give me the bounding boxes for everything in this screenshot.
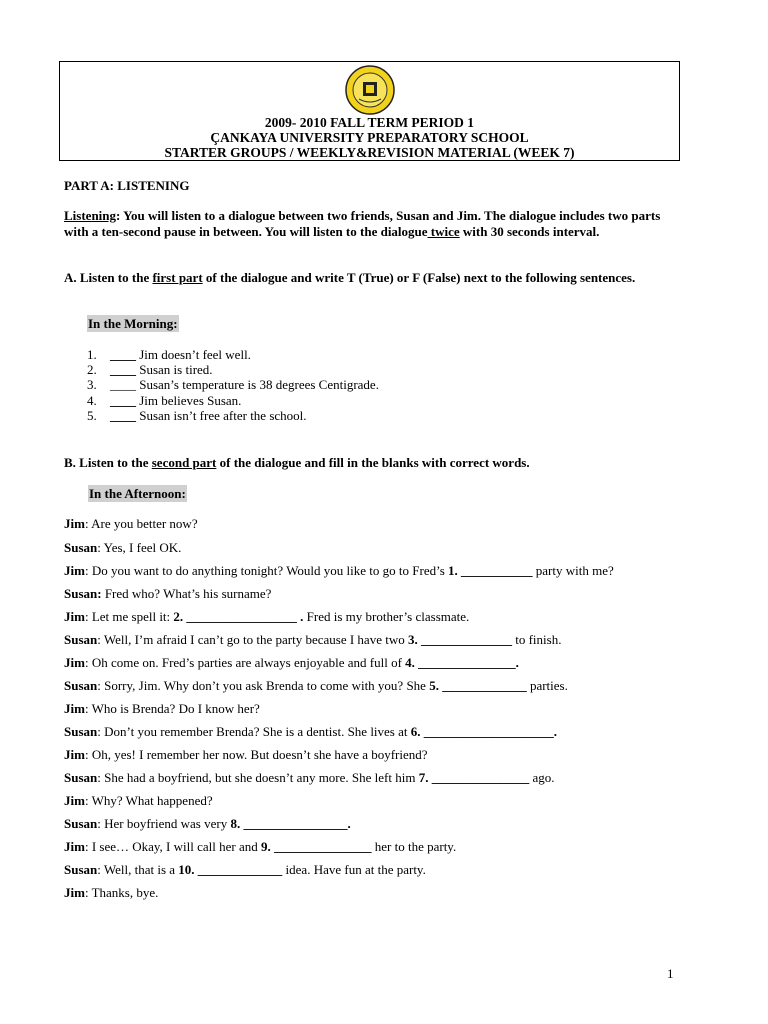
listening-intro: [64, 208, 674, 239]
fill-blank[interactable]: 6. ____________________.: [410, 724, 557, 739]
line-text: : Who is Brenda? Do I know her?: [84, 701, 260, 716]
dialogue-line: [64, 885, 158, 900]
dialogue-line: [64, 632, 561, 647]
speaker: Susan:: [64, 586, 102, 601]
task-a-suffix: of the dialogue and write T (True) or F (False) next to the following sentences.: [202, 270, 636, 285]
intro-text-1: : You will listen to a dialogue between two friends, Susan and Jim. The dialogue includes two parts with a ten-second pause in between. You will listen to the dialogue: [64, 208, 661, 239]
fill-blank[interactable]: 5. _____________: [429, 678, 527, 693]
tf-item-number: 5.: [87, 408, 97, 423]
line-text: : Yes, I feel OK.: [97, 540, 182, 555]
university-logo: [344, 65, 396, 115]
listening-label: Listening: [64, 208, 117, 223]
line-text: : Sorry, Jim. Why don’t you ask Brenda to come with you? She: [97, 678, 430, 693]
line-text: : Let me spell it:: [84, 609, 174, 624]
line-text: : Well, I’m afraid I can’t go to the party because I have two: [97, 632, 408, 647]
header-line-1: 2009- 2010 FALL TERM PERIOD 1: [264, 115, 475, 130]
tf-text: Susan isn’t free after the school.: [136, 408, 307, 423]
speaker: Jim: [64, 747, 85, 762]
speaker: Susan: [64, 862, 98, 877]
dialogue-line: [64, 816, 351, 831]
tf-item-number: 4.: [87, 393, 97, 408]
afternoon-heading-text: In the Afternoon:: [89, 486, 186, 501]
tf-item: [110, 362, 213, 378]
speaker: Jim: [64, 793, 85, 808]
task-a-underlined: first part: [152, 270, 203, 285]
tf-item: [110, 347, 251, 363]
dialogue-line: [64, 678, 568, 693]
line-text: : Oh come on. Fred’s parties are always enjoyable and full of: [84, 655, 406, 670]
line-text-after: Fred is my brother’s classmate.: [303, 609, 470, 624]
task-a-instructions: [64, 270, 674, 286]
fill-blank[interactable]: 7. _______________: [418, 770, 530, 785]
line-text: : Why? What happened?: [84, 793, 213, 808]
dialogue-line: [64, 724, 557, 739]
intro-twice: twice: [427, 223, 460, 239]
afternoon-heading: [88, 486, 187, 502]
line-text-after: to finish.: [511, 632, 562, 647]
tf-item: [110, 377, 379, 393]
page-number: 1: [667, 966, 674, 981]
dialogue-line: [64, 655, 519, 670]
line-text: : Thanks, bye.: [84, 885, 159, 900]
fill-blank[interactable]: 2. _________________ .: [173, 609, 304, 624]
speaker: Jim: [64, 655, 85, 670]
line-text-after: party with me?: [532, 563, 614, 578]
dialogue-line: [64, 770, 554, 785]
line-text-after: her to the party.: [371, 839, 457, 854]
speaker: Susan: [64, 678, 98, 693]
fill-blank[interactable]: 10. _____________: [178, 862, 283, 877]
line-text-after: idea. Have fun at the party.: [282, 862, 426, 877]
speaker: Susan: [64, 540, 98, 555]
intro-text-2: with 30 seconds interval.: [459, 223, 600, 239]
speaker: Jim: [64, 701, 85, 716]
morning-heading-text: In the Morning:: [88, 316, 178, 331]
tf-item: [110, 408, 307, 424]
line-text: : Oh, yes! I remember her now. But doesn’t she have a boyfriend?: [84, 747, 428, 762]
task-b-suffix: of the dialogue and fill in the blanks with correct words.: [216, 455, 530, 470]
dialogue-line: [64, 862, 426, 877]
line-text: : Her boyfriend was very: [97, 816, 231, 831]
tf-item-number: 2.: [87, 362, 97, 377]
tf-text: Jim believes Susan.: [136, 393, 242, 408]
dialogue-line: [64, 839, 456, 854]
fill-blank[interactable]: 8. ________________.: [230, 816, 351, 831]
header-line-2: ÇANKAYA UNIVERSITY PREPARATORY SCHOOL: [210, 130, 529, 145]
speaker: Jim: [64, 839, 85, 854]
speaker: Susan: [64, 816, 98, 831]
line-text: : She had a boyfriend, but she doesn’t any more. She left him: [97, 770, 419, 785]
tf-text: Susan is tired.: [136, 362, 213, 377]
line-text-after: ago.: [529, 770, 555, 785]
line-text: Fred who? What’s his surname?: [101, 586, 272, 601]
part-a-title: PART A: LISTENING: [64, 178, 190, 193]
dialogue-line: [64, 793, 213, 808]
tf-blank[interactable]: ____: [110, 347, 136, 362]
line-text: : Do you want to do anything tonight? Would you like to go to Fred’s: [84, 563, 449, 578]
task-b-underlined: second part: [151, 455, 217, 470]
fill-blank[interactable]: 1. ___________: [448, 563, 533, 578]
dialogue-line: [64, 609, 469, 624]
tf-item-number: 3.: [87, 377, 97, 392]
speaker: Jim: [64, 885, 85, 900]
task-b-prefix: B. Listen to the: [64, 455, 152, 470]
tf-item: [110, 393, 241, 409]
speaker: Susan: [64, 632, 98, 647]
line-text: : I see… Okay, I will call her and: [84, 839, 261, 854]
header-line-3: STARTER GROUPS / WEEKLY&REVISION MATERIAL (WEEK 7): [164, 145, 575, 160]
dialogue-line: [64, 563, 614, 578]
dialogue-line: [64, 747, 428, 762]
tf-blank[interactable]: ____: [110, 393, 136, 408]
dialogue-line: [64, 586, 271, 601]
tf-blank[interactable]: ____: [110, 362, 136, 377]
fill-blank[interactable]: 3. ______________: [407, 632, 512, 647]
line-text: : Don’t you remember Brenda? She is a dentist. She lives at: [97, 724, 411, 739]
dialogue-line: [64, 540, 181, 555]
line-text: : Well, that is a: [97, 862, 179, 877]
tf-text: Jim doesn’t feel well.: [136, 347, 251, 362]
tf-item-number: 1.: [87, 347, 97, 362]
line-text-after: parties.: [526, 678, 568, 693]
dialogue-line: [64, 701, 260, 716]
tf-blank[interactable]: ____: [110, 377, 136, 392]
tf-blank[interactable]: ____: [110, 408, 136, 423]
task-b-instructions: [64, 455, 674, 471]
dialogue-line: [64, 516, 198, 531]
speaker: Jim: [64, 609, 85, 624]
line-text: : Are you better now?: [84, 516, 198, 531]
task-a-prefix: A. Listen to the: [64, 270, 153, 285]
speaker: Jim: [64, 516, 85, 531]
fill-blank[interactable]: 4. _______________.: [405, 655, 519, 670]
morning-heading: [87, 316, 179, 332]
speaker: Jim: [64, 563, 85, 578]
tf-text: Susan’s temperature is 38 degrees Centigrade.: [136, 377, 379, 392]
speaker: Susan: [64, 770, 98, 785]
fill-blank[interactable]: 9. _______________: [261, 839, 372, 854]
speaker: Susan: [64, 724, 98, 739]
